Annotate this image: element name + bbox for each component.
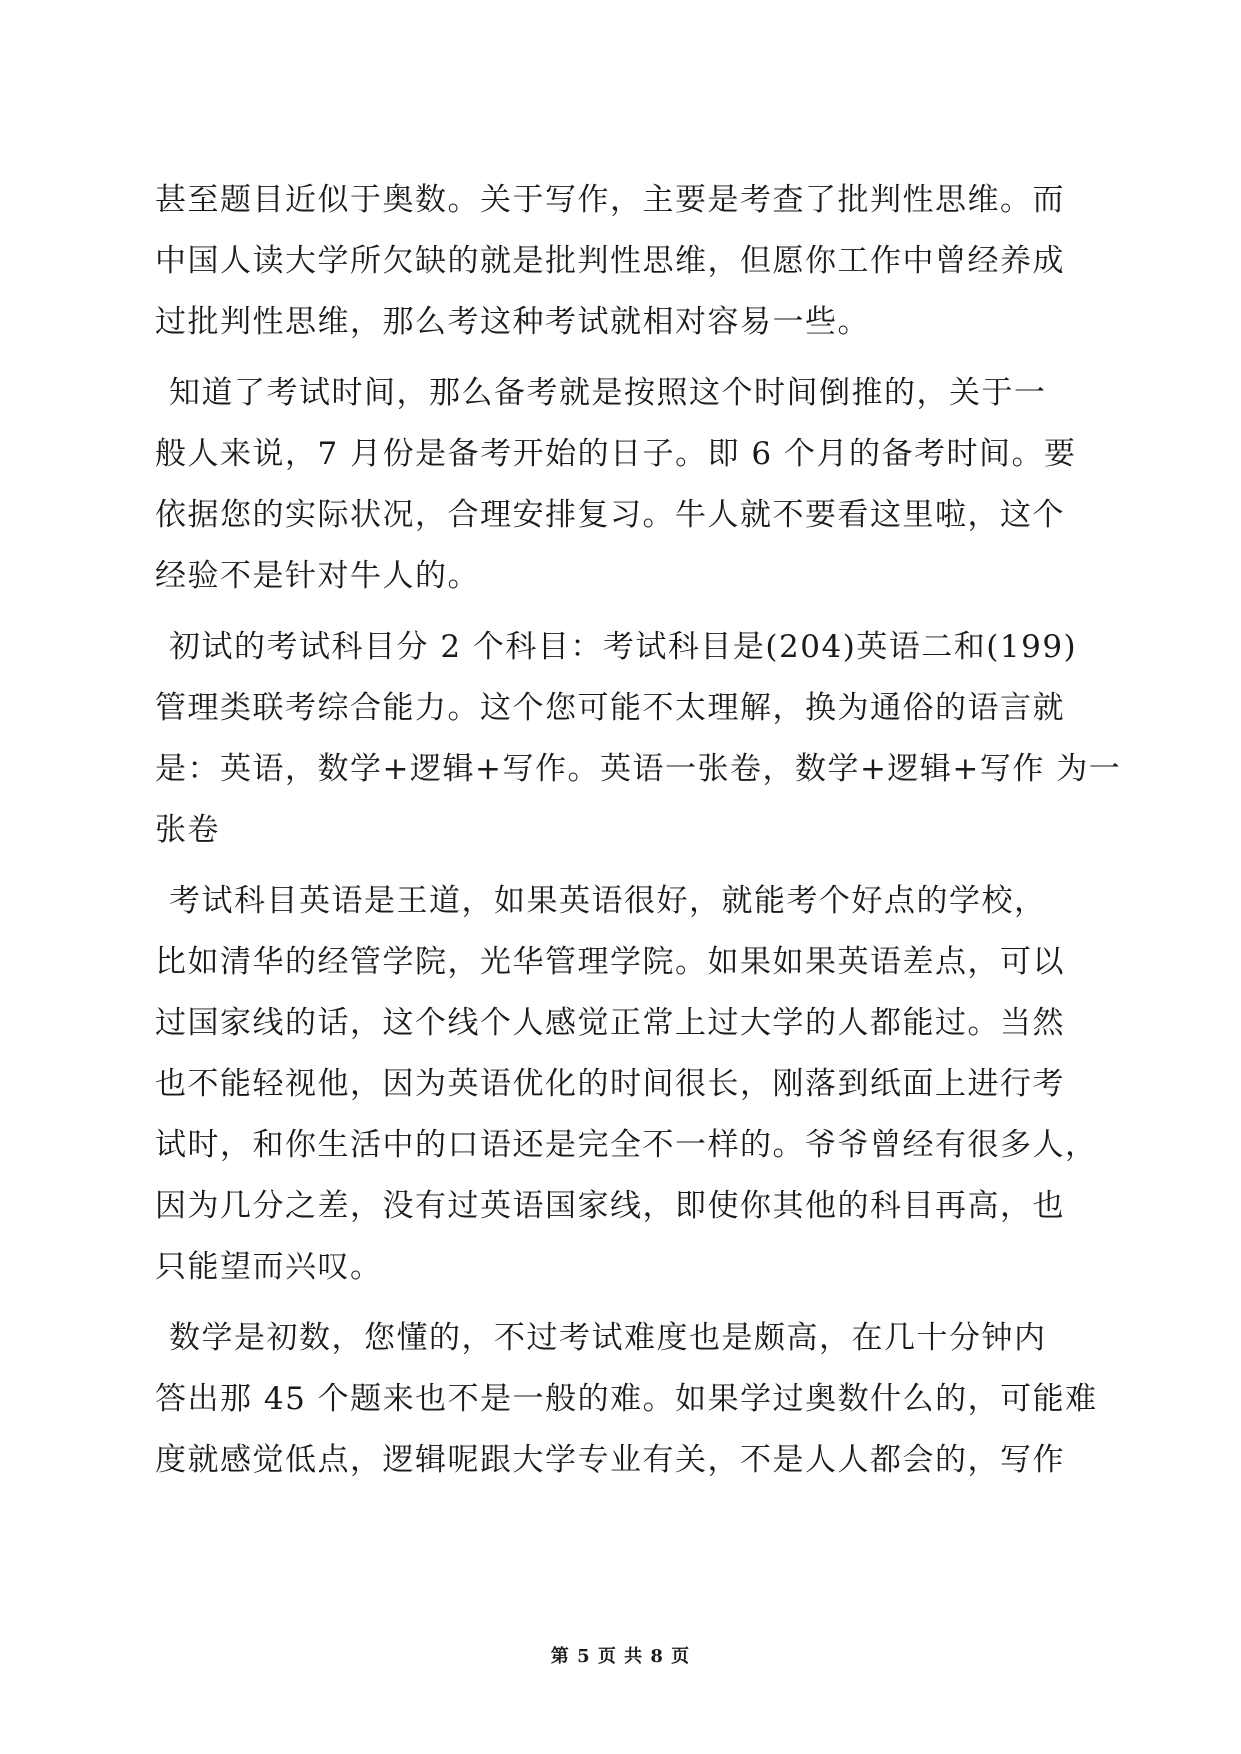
paragraph-first-line: 考试科目英语是王道，如果英语很好，就能考个好点的学校， <box>169 883 1047 919</box>
text-line: 张卷 <box>155 812 220 848</box>
page-number-footer: 第 5 页 共 8 页 <box>550 1646 691 1667</box>
text-line: 度就感觉低点，逻辑呢跟大学专业有关，不是人人都会的，写作 <box>155 1442 1065 1478</box>
text-line: 比如清华的经管学院，光华管理学院。如果如果英语差点，可以 <box>155 944 1065 980</box>
text-line: 因为几分之差，没有过英语国家线，即使你其他的科目再高，也 <box>155 1188 1065 1224</box>
text-line: 经验不是针对牛人的。 <box>155 558 480 594</box>
text-line: 过批判性思维，那么考这种考试就相对容易一些。 <box>155 304 870 340</box>
text-line: 甚至题目近似于奥数。关于写作，主要是考查了批判性思维。而 <box>155 182 1065 218</box>
text-line: 只能望而兴叹。 <box>155 1249 383 1285</box>
paragraph-first-line: 知道了考试时间，那么备考就是按照这个时间倒推的，关于一 <box>169 375 1047 411</box>
text-line: 管理类联考综合能力。这个您可能不太理解，换为通俗的语言就 <box>155 690 1065 726</box>
text-line: 是：英语，数学+逻辑+写作。英语一张卷，数学+逻辑+写作 为一 <box>155 751 1122 787</box>
text-line: 过国家线的话，这个线个人感觉正常上过大学的人都能过。当然 <box>155 1005 1065 1041</box>
text-line: 依据您的实际状况，合理安排复习。牛人就不要看这里啦，这个 <box>155 497 1065 533</box>
text-line: 答出那 45 个题来也不是一般的难。如果学过奥数什么的，可能难 <box>155 1381 1098 1417</box>
paragraph-first-line: 数学是初数，您懂的，不过考试难度也是颇高，在几十分钟内 <box>169 1320 1047 1356</box>
text-line: 中国人读大学所欠缺的就是批判性思维，但愿你工作中曾经养成 <box>155 243 1065 279</box>
paragraph-first-line: 初试的考试科目分 2 个科目：考试科目是(204)英语二和(199) <box>169 629 1078 665</box>
text-line: 般人来说，7 月份是备考开始的日子。即 6 个月的备考时间。要 <box>155 436 1077 472</box>
text-line: 也不能轻视他，因为英语优化的时间很长，刚落到纸面上进行考 <box>155 1066 1065 1102</box>
text-line: 试时，和你生活中的口语还是完全不一样的。爷爷曾经有很多人， <box>155 1127 1098 1163</box>
